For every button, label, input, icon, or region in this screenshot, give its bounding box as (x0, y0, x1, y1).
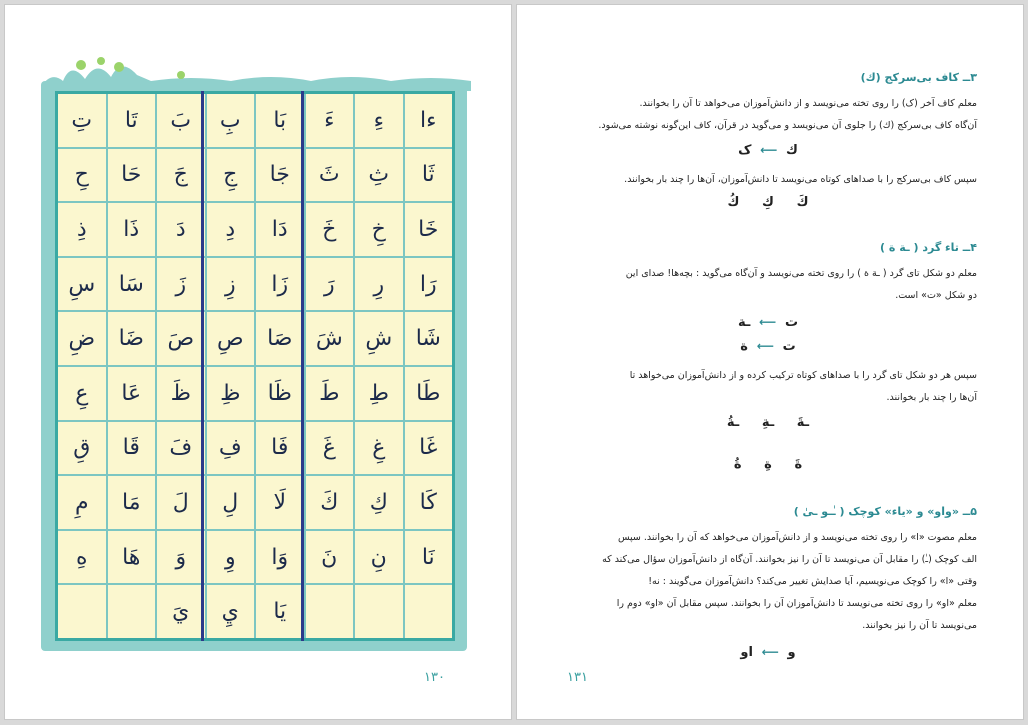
example-item: ـةِ (761, 415, 775, 430)
letter-cell: لِ (207, 476, 255, 529)
letter-cell: ءا (405, 94, 453, 147)
letter-cell: رِ (355, 258, 403, 311)
section-5-para-4: معلم «او» را روی تخته می‌نویسد تا دانش‌آموزان آن را بخوانند. سپس مقابل آن «او» دوم را (616, 598, 977, 609)
letter-cell: ثَا (405, 149, 453, 202)
letter-cell: ثَ (306, 149, 354, 202)
letter-cell: هِ (58, 531, 106, 584)
letter-cell: شَا (405, 312, 453, 365)
left-page (4, 4, 512, 720)
arrow-icon: ⟵ (757, 645, 783, 659)
letter-cell: لَا (256, 476, 304, 529)
letter-cell: طَ (306, 367, 354, 420)
column-divider (301, 91, 304, 641)
arrow-icon: ⟵ (752, 339, 779, 353)
example-item: ـةُ (726, 415, 740, 430)
letter-cell: مَا (108, 476, 156, 529)
letter-cell: ذِ (58, 203, 106, 256)
letter-cell: ذَا (108, 203, 156, 256)
example-right: ة (740, 339, 748, 354)
letter-cell: دَ (157, 203, 205, 256)
arrow-icon: ⟵ (754, 315, 781, 329)
example-left: و (787, 645, 796, 660)
letter-cell (108, 585, 156, 638)
section-4-example-4 (559, 457, 977, 472)
letter-cell: ءَ (306, 94, 354, 147)
letter-cell: نَا (405, 531, 453, 584)
letter-cell: ظَ (157, 367, 205, 420)
letter-cell: حِ (58, 149, 106, 202)
letter-cell: زَ (157, 258, 205, 311)
letter-cell: بَا (256, 94, 304, 147)
section-3-para-3: سپس کاف بی‌سرکج را با صداهای کوتاه می‌نویسد تا دانش‌آموزان، آن‌ها را چند بار بخوانند. (624, 174, 977, 185)
example-item: ةُ (733, 457, 742, 472)
example-item: كِ (762, 195, 774, 210)
letter-cell: ضِ (58, 312, 106, 365)
letter-cell: بَ (157, 94, 205, 147)
section-4-example-3 (559, 415, 977, 430)
letter-cell: وِ (207, 531, 255, 584)
letter-cell: كَا (405, 476, 453, 529)
letter-cell: خَا (405, 203, 453, 256)
example-right: ـة (737, 315, 751, 330)
section-3-para-2: آن‌گاه کاف بی‌سرکج (ك) را جلوی آن می‌نویسد و می‌گوید در قرآن، کاف این‌گونه نوشته می‌شود. (598, 120, 977, 131)
letter-cell: طَا (405, 367, 453, 420)
example-item: ةَ (794, 457, 803, 472)
section-5-para-1: معلم مصوت «ا» را روی تخته می‌نویسد و از دانش‌آموزان می‌خواهد که آن را بخوانند. سپس (617, 532, 977, 543)
letter-cell: نَ (306, 531, 354, 584)
letter-cell (405, 585, 453, 638)
letter-cell: وَا (256, 531, 304, 584)
letter-cell: ثِ (355, 149, 403, 202)
letter-cell: ءِ (355, 94, 403, 147)
section-3-para-1: معلم کاف آخر (ک) را روی تخته می‌نویسد و از دانش‌آموزان می‌خواهد تا آن را بخوانند. (639, 98, 977, 109)
letter-cell: دَا (256, 203, 304, 256)
letter-cell: غِ (355, 422, 403, 475)
example-item: ةِ (764, 457, 772, 472)
letter-cell: زَا (256, 258, 304, 311)
section-4-para-4: آن‌ها را چند بار بخوانند. (886, 392, 977, 403)
letter-cell: فَا (256, 422, 304, 475)
letter-cell: هَا (108, 531, 156, 584)
section-5-example-1 (559, 645, 977, 660)
letter-cell: سَا (108, 258, 156, 311)
letter-cell: رَا (405, 258, 453, 311)
section-5-para-3: وقتی «ا» را کوچک می‌نویسیم، آیا صدایش تغییر می‌کند؟ دانش‌آموزان می‌گویند : نه! (648, 576, 977, 587)
page-number: ۱۳۱ (567, 670, 588, 685)
letter-cell: سِ (58, 258, 106, 311)
letter-cell: يَا (256, 585, 304, 638)
section-5-heading: ۵ــ «واو» و «یاء» کوچک ( ـٰـو ـیٰ ) (793, 505, 977, 518)
letter-cell: لَ (157, 476, 205, 529)
letter-cell: كِ (355, 476, 403, 529)
letter-cell: خَ (306, 203, 354, 256)
example-left: ك (786, 143, 798, 158)
letter-cell: دِ (207, 203, 255, 256)
section-3-example-1 (559, 143, 977, 158)
letter-cell: خِ (355, 203, 403, 256)
column-divider (201, 91, 204, 641)
letter-cell: بِ (207, 94, 255, 147)
letter-cell: شَ (306, 312, 354, 365)
letter-cell: ظَا (256, 367, 304, 420)
example-right: ک (738, 143, 752, 158)
letter-cell: صِ (207, 312, 255, 365)
letter-cell: وَ (157, 531, 205, 584)
section-5-para-2: الف کوچک (ـٰ) را مقابل آن می‌نویسد تا آن را نیز بخوانند. آن‌گاه از دانش‌آموزان سؤال می‌کند که (602, 554, 977, 565)
right-page (516, 4, 1024, 720)
example-right: او (740, 645, 753, 660)
example-left: ت (784, 315, 799, 330)
letter-cell: فَ (157, 422, 205, 475)
letter-cell: فِ (207, 422, 255, 475)
section-4-example-2 (559, 339, 977, 354)
example-item: ـةَ (796, 415, 810, 430)
letter-cell (355, 585, 403, 638)
letter-cell: غَ (306, 422, 354, 475)
letter-chart-grid (55, 91, 455, 641)
letter-cell: كَ (306, 476, 354, 529)
letter-cell: صَا (256, 312, 304, 365)
section-5-para-5: می‌نویسد تا آن را نیز بخوانند. (862, 620, 977, 631)
letter-cell: جَا (256, 149, 304, 202)
page-number: ۱۳۰ (424, 670, 445, 685)
section-4-para-3: سپس هر دو شکل تای گرد را با صداهای کوتاه ترکیب کرده و از دانش‌آموزان می‌خواهد تا (629, 370, 977, 381)
letter-cell: ضَا (108, 312, 156, 365)
section-3-example-2 (559, 195, 977, 210)
example-item: كُ (727, 195, 740, 210)
letter-cell: عِ (58, 367, 106, 420)
arrow-icon: ⟵ (755, 143, 782, 157)
letter-cell: غَا (405, 422, 453, 475)
letter-cell: زِ (207, 258, 255, 311)
letter-cell: يَ (157, 585, 205, 638)
example-left: ت (782, 339, 796, 354)
letter-cell: طِ (355, 367, 403, 420)
letter-cell: نِ (355, 531, 403, 584)
section-4-para-1: معلم دو شکل تای گرد ( ـة ة ) را روی تخته می‌نویسد و آن‌گاه می‌گوید : بچه‌ها! صدای این (625, 268, 977, 279)
letter-cell: يِ (207, 585, 255, 638)
letter-cell: جَ (157, 149, 205, 202)
section-4-heading: ۴ــ تاء گرد ( ـة ة ) (880, 241, 977, 254)
letter-cell: حَا (108, 149, 156, 202)
letter-cell: قَا (108, 422, 156, 475)
letter-cell: جِ (207, 149, 255, 202)
letter-cell: تِ (58, 94, 106, 147)
letter-cell: صَ (157, 312, 205, 365)
letter-cell (306, 585, 354, 638)
letter-cell (58, 585, 106, 638)
example-item: كَ (796, 195, 809, 210)
section-3-heading: ۳ــ کاف بی‌سرکج (ك) (860, 71, 977, 84)
section-4-example-1 (559, 315, 977, 330)
letter-cell: رَ (306, 258, 354, 311)
section-4-para-2: دو شکل «ت» است. (895, 290, 977, 301)
letter-cell: مِ (58, 476, 106, 529)
letter-cell: ظِ (207, 367, 255, 420)
letter-cell: شِ (355, 312, 403, 365)
letter-cell: تَا (108, 94, 156, 147)
letter-cell: قِ (58, 422, 106, 475)
letter-cell: عَا (108, 367, 156, 420)
